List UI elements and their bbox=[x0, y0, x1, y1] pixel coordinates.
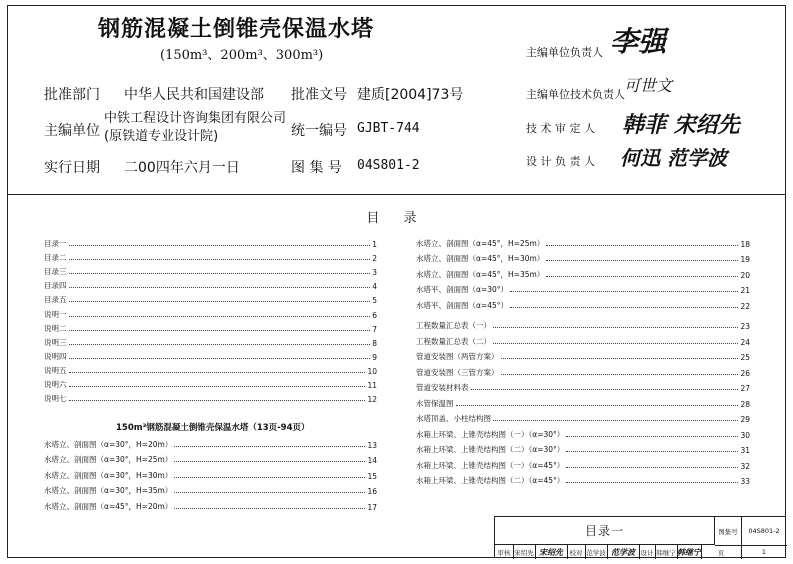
toc-entry[interactable] bbox=[416, 249, 750, 265]
toc-entry-page: 25 bbox=[740, 353, 750, 362]
toc-entry[interactable] bbox=[44, 235, 377, 249]
toc-entry-page: 26 bbox=[740, 368, 750, 378]
toc-entry-label: 水塔立、剖面图（α=45°，H=35m） bbox=[416, 269, 545, 279]
toc-entry[interactable] bbox=[416, 295, 750, 311]
toc-entry[interactable] bbox=[44, 496, 377, 512]
leader-dots bbox=[566, 436, 738, 437]
leader-dots bbox=[174, 446, 365, 447]
leader-dots bbox=[174, 508, 365, 509]
toc-entry-page: 29 bbox=[740, 415, 750, 424]
toc-left-column-lower bbox=[44, 434, 377, 512]
toc-entry-label: 工程数量汇总表（一） bbox=[416, 321, 491, 330]
toc-entry[interactable] bbox=[416, 347, 750, 363]
toc-entry[interactable] bbox=[44, 320, 377, 334]
toc-entry[interactable] bbox=[416, 362, 750, 378]
design-name: 韩继宁 bbox=[656, 548, 676, 557]
toc-entry[interactable] bbox=[416, 316, 750, 332]
toc-entry-label: 水塔平、剖面图（α=45°） bbox=[416, 300, 509, 310]
leader-dots bbox=[69, 330, 371, 331]
check-label: 校对 bbox=[569, 548, 583, 557]
review-name: 宋绍先 bbox=[514, 548, 534, 557]
toc-entry-label: 说明二 bbox=[44, 323, 67, 333]
signature-chief-unit: 李强 bbox=[610, 25, 667, 58]
leader-dots bbox=[69, 400, 366, 401]
toc-entry-label: 水塔立、剖面图（α=30°，H=35m） bbox=[44, 486, 173, 495]
toc-entry-label: 水塔立、剖面图（α=45°，H=25m） bbox=[416, 238, 545, 248]
toc-entry-label: 水塔立、剖面图（α=30°，H=30m） bbox=[44, 470, 173, 480]
leader-dots bbox=[471, 389, 739, 390]
toc-entry[interactable] bbox=[44, 450, 377, 466]
toc-entry-page: 4 bbox=[372, 282, 377, 292]
toc-entry-label: 水管保温图 bbox=[416, 398, 454, 408]
leader-dots bbox=[69, 358, 371, 359]
toc-entry[interactable] bbox=[416, 471, 750, 487]
signature-tech-reviewer: 韩菲 宋绍先 bbox=[622, 112, 740, 138]
toc-entry[interactable] bbox=[416, 331, 750, 347]
toc-entry-label: 管道安装图（三管方案） bbox=[416, 367, 499, 377]
toc-entry-label: 水塔立、剖面图（α=30°，H=20m） bbox=[44, 439, 173, 449]
leader-dots bbox=[174, 461, 365, 462]
leader-dots bbox=[174, 477, 365, 478]
leader-dots bbox=[174, 492, 365, 493]
toc-entry-page: 19 bbox=[740, 255, 750, 264]
toc-entry-label: 管道安装图（两管方案） bbox=[416, 352, 499, 361]
leader-dots bbox=[69, 287, 371, 288]
toc-entry[interactable] bbox=[44, 434, 377, 450]
toc-entry-page: 17 bbox=[367, 502, 377, 512]
toc-entry[interactable] bbox=[44, 348, 377, 362]
atlas-no-label: 图 集 号 bbox=[291, 160, 342, 176]
toc-entry-page: 2 bbox=[372, 254, 377, 264]
toc-entry-page: 1 bbox=[372, 240, 377, 250]
leader-dots bbox=[501, 374, 739, 375]
toc-entry-page: 8 bbox=[372, 338, 377, 348]
toc-entry-label: 水箱上环梁、上锥壳结构图（二）（α=45°） bbox=[416, 476, 565, 485]
toc-right-column bbox=[416, 233, 750, 486]
atlas-no-cell-value: 04S801-2 bbox=[748, 527, 780, 535]
leader-dots bbox=[510, 307, 738, 308]
toc-entry-page: 28 bbox=[740, 399, 750, 409]
toc-entry-label: 水塔顶盖、小柱结构图 bbox=[416, 414, 491, 423]
section-heading: 150m³钢筋混凝土倒锥壳保温水塔（13页-94页） bbox=[116, 423, 310, 433]
leader-dots bbox=[69, 259, 371, 260]
toc-title: 目 录 bbox=[366, 211, 427, 226]
toc-entry-label: 目录五 bbox=[44, 295, 67, 305]
divider-line bbox=[607, 545, 608, 559]
toc-entry-page: 30 bbox=[740, 430, 750, 440]
approve-doc-label: 批准文号 bbox=[291, 87, 347, 103]
toc-entry-label: 水塔立、剖面图（α=45°，H=30m） bbox=[416, 254, 545, 263]
toc-entry-label: 管道安装材料表 bbox=[416, 383, 469, 392]
toc-entry[interactable] bbox=[44, 481, 377, 497]
atlas-subtitle: (150m³、200m³、300m³) bbox=[160, 48, 324, 63]
toc-entry-page: 21 bbox=[740, 286, 750, 295]
leader-dots bbox=[546, 276, 738, 277]
toc-entry[interactable] bbox=[44, 249, 377, 263]
leader-dots bbox=[69, 245, 371, 246]
toc-entry[interactable] bbox=[416, 455, 750, 471]
toc-entry[interactable] bbox=[44, 277, 377, 291]
toc-entry[interactable] bbox=[44, 305, 377, 319]
toc-entry[interactable] bbox=[416, 393, 750, 409]
toc-entry-label: 说明七 bbox=[44, 394, 67, 404]
effective-date-value: 二00四年六月一日 bbox=[124, 160, 240, 176]
toc-entry[interactable] bbox=[44, 376, 377, 390]
toc-entry-page: 24 bbox=[740, 337, 750, 347]
role-design-lead: 设 计 负 责 人 bbox=[526, 155, 595, 168]
toc-entry[interactable] bbox=[44, 362, 377, 376]
toc-entry[interactable] bbox=[44, 334, 377, 348]
leader-dots bbox=[456, 405, 739, 406]
toc-entry[interactable] bbox=[44, 390, 377, 404]
header-divider bbox=[7, 194, 786, 195]
toc-entry-page: 5 bbox=[372, 296, 377, 306]
toc-entry-page: 23 bbox=[740, 322, 750, 331]
toc-entry-label: 说明四 bbox=[44, 351, 67, 361]
sheet-title: 目录一 bbox=[495, 517, 715, 545]
toc-entry[interactable] bbox=[416, 378, 750, 394]
leader-dots bbox=[566, 467, 738, 468]
divider-line bbox=[535, 545, 536, 559]
toc-entry-page: 13 bbox=[367, 440, 377, 450]
leader-dots bbox=[69, 273, 371, 274]
toc-entry-page: 6 bbox=[372, 310, 377, 320]
signature-design-lead: 何迅 范学波 bbox=[620, 146, 727, 170]
unified-no-value: GJBT-744 bbox=[357, 121, 420, 136]
editor-unit-label: 主编单位 bbox=[44, 123, 100, 139]
atlas-no-cell-label: 图集号 bbox=[718, 527, 738, 536]
leader-dots bbox=[546, 245, 738, 246]
design-signature: 韩继宁 bbox=[677, 547, 701, 557]
approve-dept-value: 中华人民共和国建设部 bbox=[124, 87, 264, 103]
toc-left-column bbox=[44, 235, 377, 404]
toc-entry-page: 20 bbox=[740, 270, 750, 280]
approve-dept-label: 批准部门 bbox=[44, 87, 100, 103]
toc-entry[interactable] bbox=[416, 280, 750, 296]
divider-line bbox=[655, 545, 656, 559]
toc-entry-page: 14 bbox=[367, 456, 377, 465]
editor-unit-value-1: 中铁工程设计咨询集团有限公司 bbox=[104, 111, 287, 126]
toc-entry-page: 7 bbox=[372, 324, 377, 334]
toc-entry-page: 11 bbox=[367, 381, 377, 391]
leader-dots bbox=[493, 343, 738, 344]
leader-dots bbox=[566, 482, 738, 483]
leader-dots bbox=[69, 344, 371, 345]
leader-dots bbox=[510, 291, 738, 292]
toc-entry-page: 12 bbox=[367, 395, 377, 405]
toc-entry-label: 水塔立、剖面图（α=30°，H=25m） bbox=[44, 455, 173, 464]
toc-entry-label: 说明六 bbox=[44, 380, 67, 390]
leader-dots bbox=[69, 386, 366, 387]
atlas-no-value: 04S801-2 bbox=[357, 158, 420, 173]
toc-entry-label: 水箱上环梁、上锥壳结构图（一）（α=30°） bbox=[416, 429, 565, 439]
toc-entry-label: 水箱上环梁、上锥壳结构图（一）（α=45°） bbox=[416, 460, 565, 470]
review-label: 审核 bbox=[497, 548, 511, 557]
editor-unit-value-2: (原铁道专业设计院) bbox=[104, 129, 219, 144]
review-signature: 宋绍先 bbox=[539, 547, 563, 557]
signature-tech-chief: 可世文 bbox=[624, 76, 673, 95]
toc-entry-label: 水塔平、剖面图（α=30°） bbox=[416, 285, 509, 294]
toc-entry-page: 9 bbox=[372, 352, 377, 362]
toc-entry-page: 22 bbox=[740, 301, 750, 311]
leader-dots bbox=[69, 301, 371, 302]
toc-entry-page: 33 bbox=[740, 477, 750, 486]
toc-entry-label: 说明五 bbox=[44, 365, 67, 375]
toc-entry[interactable] bbox=[416, 440, 750, 456]
toc-entry-label: 说明一 bbox=[44, 309, 67, 319]
leader-dots bbox=[69, 372, 366, 373]
leader-dots bbox=[493, 420, 738, 421]
unified-no-label: 统一编号 bbox=[291, 123, 347, 139]
toc-entry-page: 32 bbox=[740, 461, 750, 471]
role-tech-chief: 主编单位技术负责人 bbox=[526, 88, 625, 101]
toc-entry-label: 说明三 bbox=[44, 337, 67, 347]
role-tech-reviewer: 技 术 审 定 人 bbox=[526, 122, 595, 135]
check-signature: 范学波 bbox=[611, 547, 635, 557]
approve-doc-value: 建质[2004]73号 bbox=[357, 87, 464, 103]
leader-dots bbox=[546, 260, 738, 261]
toc-entry[interactable] bbox=[416, 424, 750, 440]
toc-entry[interactable] bbox=[44, 465, 377, 481]
effective-date-label: 实行日期 bbox=[44, 160, 100, 176]
toc-entry-label: 水塔立、剖面图（α=45°，H=20m） bbox=[44, 501, 173, 511]
toc-entry-label: 目录三 bbox=[44, 267, 67, 277]
leader-dots bbox=[566, 451, 738, 452]
role-chief-unit: 主编单位负责人 bbox=[526, 46, 603, 59]
atlas-title: 钢筋混凝土倒锥壳保温水塔 bbox=[98, 16, 375, 42]
toc-entry[interactable] bbox=[416, 264, 750, 280]
toc-entry[interactable] bbox=[416, 233, 750, 249]
divider-line bbox=[513, 545, 514, 559]
toc-entry-label: 目录二 bbox=[44, 253, 67, 263]
leader-dots bbox=[501, 358, 739, 359]
toc-entry-label: 目录一 bbox=[44, 239, 67, 249]
leader-dots bbox=[493, 327, 738, 328]
toc-entry-label: 目录四 bbox=[44, 281, 67, 291]
toc-entry-label: 水箱上环梁、上锥壳结构图（二）（α=30°） bbox=[416, 445, 565, 454]
divider-line bbox=[677, 545, 678, 559]
check-name: 范学波 bbox=[586, 548, 606, 557]
toc-entry-page: 10 bbox=[367, 366, 377, 376]
design-label: 设计 bbox=[640, 548, 654, 557]
toc-entry[interactable] bbox=[44, 291, 377, 305]
toc-entry-label: 工程数量汇总表（二） bbox=[416, 336, 491, 346]
toc-entry-page: 27 bbox=[740, 384, 750, 393]
toc-entry-page: 31 bbox=[740, 446, 750, 455]
toc-entry-page: 3 bbox=[372, 268, 377, 278]
page-label: 页 bbox=[717, 548, 725, 557]
page-number: 1 bbox=[761, 548, 767, 556]
title-block bbox=[494, 516, 786, 558]
divider-line bbox=[585, 545, 586, 559]
leader-dots bbox=[69, 316, 371, 317]
toc-entry-page: 16 bbox=[367, 487, 377, 496]
toc-entry[interactable] bbox=[44, 263, 377, 277]
toc-entry-page: 15 bbox=[367, 471, 377, 481]
toc-entry[interactable] bbox=[416, 409, 750, 425]
toc-entry-page: 18 bbox=[740, 239, 750, 249]
